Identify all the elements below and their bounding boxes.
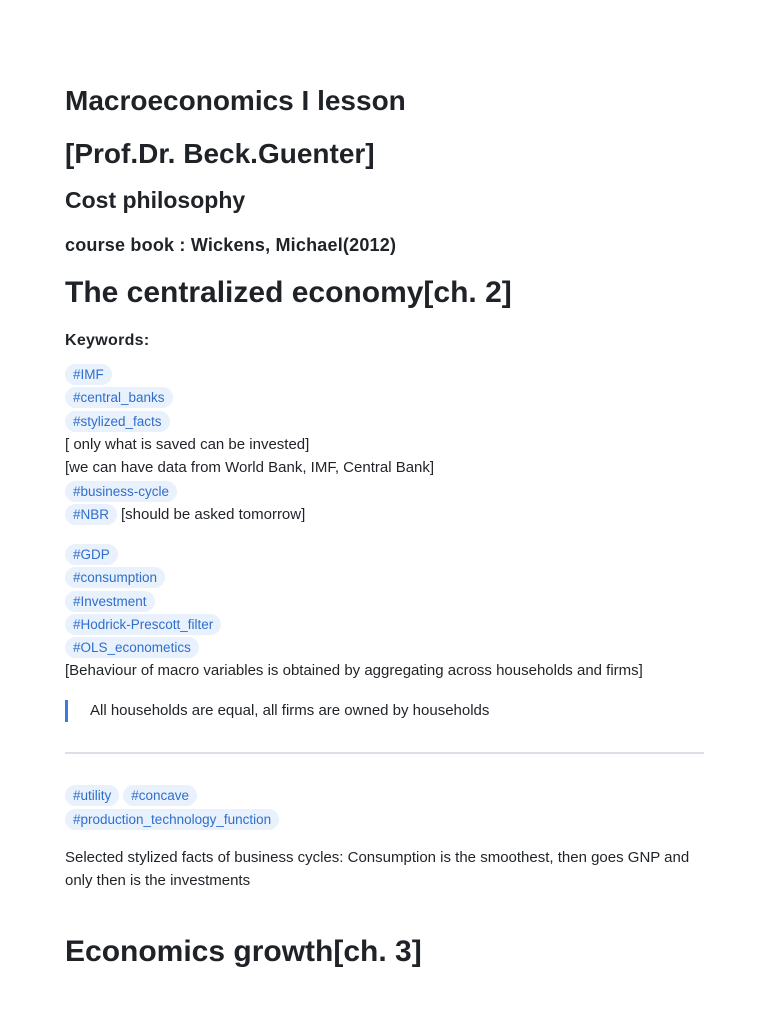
utility-tags-list [65, 784, 704, 831]
tag-ols-econometics[interactable]: #OLS_econometics [65, 637, 199, 658]
tag-gdp[interactable]: #GDP [65, 544, 118, 565]
tag-central-banks[interactable]: #central_banks [65, 387, 173, 408]
keywords-list [65, 363, 704, 683]
tag-consumption[interactable]: #consumption [65, 567, 165, 588]
note-ask-tomorrow: [should be asked tomorrow] [121, 505, 306, 523]
note-saved-invested: [ only what is saved can be invested] [65, 435, 310, 453]
households-quote: All households are equal, all firms are owned by households [65, 700, 704, 722]
chapter2-heading: The centralized economy[ch. 2] [65, 276, 512, 310]
tag-imf[interactable]: #IMF [65, 364, 112, 385]
chapter3-heading: Economics growth[ch. 3] [65, 935, 422, 969]
tag-nbr[interactable]: #NBR [65, 504, 117, 525]
section-divider [65, 752, 704, 754]
tag-concave[interactable]: #concave [123, 785, 197, 806]
tag-utility[interactable]: #utility [65, 785, 119, 806]
course-book-heading: course book : Wickens, Michael(2012) [65, 234, 397, 255]
professor-heading: [Prof.Dr. Beck.Guenter] [65, 137, 375, 169]
tag-business-cycle[interactable]: #business-cycle [65, 481, 177, 502]
tag-stylized-facts[interactable]: #stylized_facts [65, 411, 170, 432]
subtitle-heading: Cost philosophy [65, 187, 246, 214]
tag-production-technology-function[interactable]: #production_technology_function [65, 809, 279, 830]
stylized-facts-paragraph: Selected stylized facts of business cycles: Consumption is the smoothest, then goes GNP and only then is the investments [65, 849, 690, 890]
tag-hodrick-prescott-filter[interactable]: #Hodrick-Prescott_filter [65, 614, 221, 635]
note-data-sources: [we can have data from World Bank, IMF, Central Bank] [65, 459, 435, 477]
keywords-label: Keywords: [65, 332, 150, 350]
tag-investment[interactable]: #Investment [65, 591, 155, 612]
page-title: Macroeconomics I lesson [65, 85, 406, 116]
note-behaviour-macro: [Behaviour of macro variables is obtained by aggregating across households and firms] [65, 662, 643, 680]
